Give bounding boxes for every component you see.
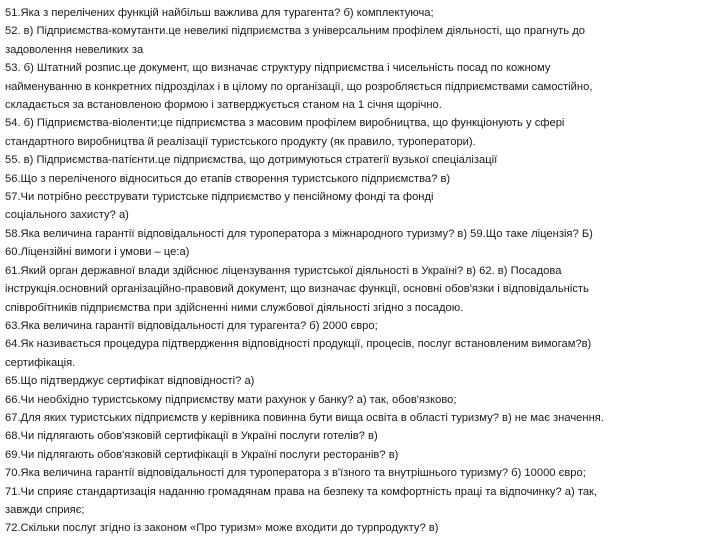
text-line: 66.Чи необхідно туристському підприємству мати рахунок у банку? а) так, обов'язково; xyxy=(5,393,457,406)
text-line: 56.Що з переліченого відноситься до етапів створення туристського підприємства? в) xyxy=(5,172,451,185)
text-line: 61.Який орган державної влади здійснює ліцензування туристської діяльності в Україні? в) 62. в) Посадова xyxy=(5,264,562,277)
text-line: 57.Чи потрібно реєструвати туристське підприємство у пенсійному фонді та фонді xyxy=(5,191,434,204)
text-line: 51.Яка з перелічених функцій найбільш важлива для турагента? б) комплектуюча; xyxy=(5,7,434,19)
text-line: співробітників підприємства при здійсненні ними службової діяльності згідно з посадою. xyxy=(5,301,464,314)
text-line: задоволення невеликих за xyxy=(5,43,144,56)
text-line: 71.Чи сприяє стандартизація наданню громадянам права на безпеку та комфортність праці та відпочинку? а) так, xyxy=(5,485,598,498)
text-line: сертифікація. xyxy=(5,356,76,369)
text-line: 52. в) Підприємства-комутанти.це невеликі підприємства з універсальним профілем діяльності, що прагнуть до xyxy=(5,25,585,38)
text-line: 72.Скільки послуг згідно із законом «Про туризм» може входити до турпродукту? в) xyxy=(5,522,439,535)
text-line: найменуванню в конкретних підрозділах і в цілому по організації, що розробляється підприємствами самостійно, xyxy=(5,80,593,93)
text-line: стандартного виробництва й реалізації туристського продукту (як правило, туроператори). xyxy=(5,135,476,148)
text-line: 69.Чи підлягають обов'язковій сертифікації в Україні послуги ресторанів? в) xyxy=(5,448,399,461)
text-line: завжди сприяє; xyxy=(5,503,85,516)
text-line: 68.Чи підлягають обов'язковій сертифікації в Україні послуги готелів? в) xyxy=(5,430,378,443)
text-line: 53. б) Штатний розпис.це документ, що визначає структуру підприємства і чисельність посад по кожному xyxy=(5,62,551,75)
text-line: інструкція.основний організаційно-правовий документ, що визначає функції, основні обов'язки і відповідальність xyxy=(5,283,589,296)
text-line: складається за встановленою формою і затверджується станом на 1 січня щорічно. xyxy=(5,99,442,112)
document-page xyxy=(5,0,715,540)
text-line: 64.Як називається процедура підтвердження відповідності продукції, процесів, послуг встановленим вимогам?в) xyxy=(5,338,592,351)
text-line: 70.Яка величина гарантії відповідальності для туроператора з в'їзного та внутрішнього туризму? б) 10000 євро; xyxy=(5,467,586,480)
text-line: 60.Ліцензійні вимоги і умови – це:а) xyxy=(5,246,190,259)
text-line: 55. в) Підприємства-патієнти.це підприємства, що дотримуються стратегії вузької спеціалізації xyxy=(5,154,498,167)
text-line: 63.Яка величина гарантії відповідальності для турагента? б) 2000 євро; xyxy=(5,319,378,332)
text-line: 65.Що підтверджує сертифікат відповідності? а) xyxy=(5,375,255,388)
text-line: соціального захисту? а) xyxy=(5,209,129,222)
text-line: 67.Для яких туристських підприємств у керівника повинна бути вища освіта в області туризму? в) не має значення. xyxy=(5,411,604,424)
text-line: 54. б) Підприємства-віоленти;це підприємства з масовим профілем виробництва, що функціонують у сфері xyxy=(5,117,565,130)
text-line: 58.Яка величина гарантії відповідальності для туроператора з міжнародного туризму? в) 59.Що таке ліцензія? Б) xyxy=(5,227,593,240)
